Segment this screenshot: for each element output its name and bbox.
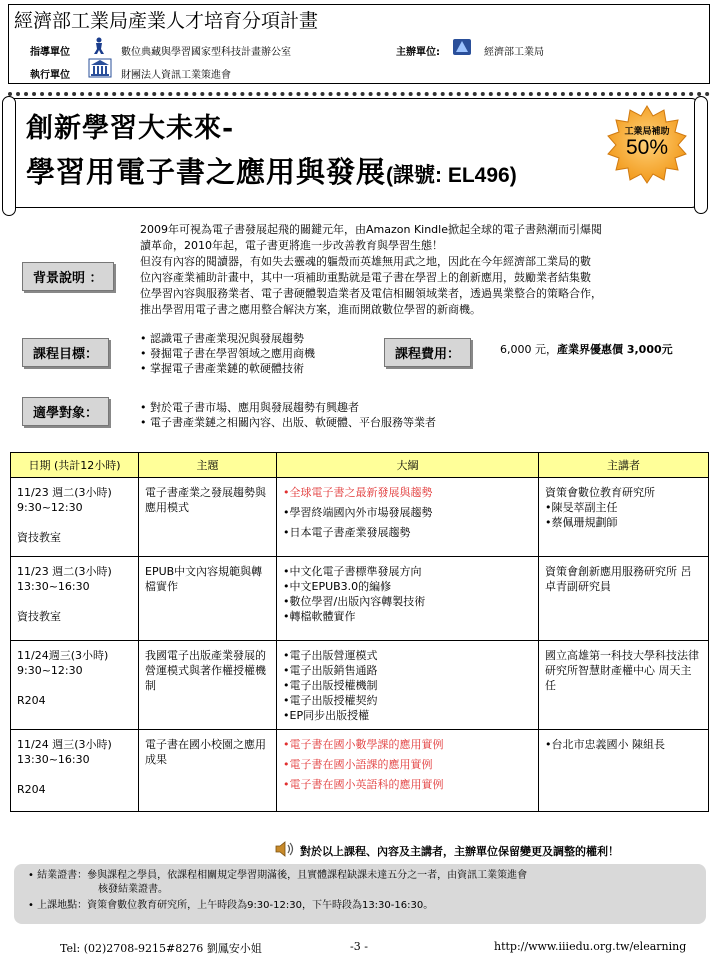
note-certificate: • 結業證書：參與課程之學員，依課程相關規定學習期滿後，且實體課程缺課未達五分之一者，由資訊工業策進會 <box>28 870 528 881</box>
speaker-icon <box>274 839 296 859</box>
speaker-cell <box>539 478 709 557</box>
course-title-line2 <box>26 150 517 191</box>
audience-list <box>140 400 436 430</box>
table-row <box>11 478 709 557</box>
column-header-speaker: 主講者 <box>539 453 709 478</box>
room-line: 資技教室 <box>17 610 61 623</box>
speaker-line: •蔡佩珊規劃師 <box>545 516 618 529</box>
room-line: R204 <box>17 694 46 707</box>
notes-box <box>14 864 706 924</box>
spacer <box>17 678 132 693</box>
fee-label: 課程費用： <box>384 338 471 367</box>
footer-contact: Tel: (02)2708-9215#8276 劉鳳安小姐 <box>60 942 262 955</box>
column-header-topic: 主題 <box>139 453 277 478</box>
date-cell <box>11 730 139 812</box>
topic-cell <box>139 641 277 730</box>
outline-item: •中文化電子書標準發展方向 <box>283 565 422 578</box>
notice-text: 對於以上課程、內容及主講者，主辦單位保留變更及調整的權利！ <box>300 845 619 858</box>
speaker-line: 資策會創新應用服務研究所 呂卓青副研究員 <box>545 565 692 593</box>
host-label: 主辦單位: <box>396 47 440 58</box>
host-org: 經濟部工業局 <box>484 47 544 58</box>
background-line: 讀革命，2010年起，電子書更將進一步改善教育與學習生態！ <box>140 239 443 252</box>
table-row <box>11 557 709 641</box>
badge-label: 工業局補助 <box>624 127 670 137</box>
person-icon <box>90 37 110 55</box>
topic-cell <box>139 730 277 812</box>
outline-item: •中文EPUB3.0的編修 <box>283 580 392 593</box>
background-line: 位內容產業補助計畫中，其中一項補助重點就是電子書在學習上的創新應用，鼓勵業者結集數 <box>140 271 591 284</box>
outline-item: •日本電子書產業發展趨勢 <box>283 526 411 539</box>
goals-label: 課程目標： <box>22 338 109 367</box>
outline-item: •電子出版授權契約 <box>283 694 378 707</box>
topic-text: EPUB中文內容規範與轉檔實作 <box>145 565 263 593</box>
topic-text: 我國電子出版產業發展的營運模式與著作權授權機制 <box>145 649 266 692</box>
guide-org: 數位典藏與學習國家型科技計畫辦公室 <box>121 47 291 58</box>
outline-cell <box>277 730 539 812</box>
background-line: 推出學習用電子書之應用整合解決方案，進而開啟數位學習的新商機。 <box>140 303 481 316</box>
date-line: 11/24 週三(3小時) <box>17 738 112 751</box>
audience-item: • 對於電子書市場、應用與發展趨勢有興趣者 <box>140 401 359 414</box>
outline-item: •電子出版授權機制 <box>283 679 378 692</box>
speaker-line: 資策會數位教育研究所 <box>545 486 655 499</box>
exec-org: 財團法人資訊工業策進會 <box>121 70 231 81</box>
outline-cell <box>277 478 539 557</box>
table-row <box>11 641 709 730</box>
spacer <box>17 594 132 609</box>
spacer <box>17 767 132 782</box>
date-cell <box>11 478 139 557</box>
subsidy-badge <box>606 104 688 184</box>
time-line: 13:30~16:30 <box>17 753 90 766</box>
outline-cell <box>277 641 539 730</box>
column-header-outline: 大綱 <box>277 453 539 478</box>
outline-item: •學習終端國內外市場發展趨勢 <box>283 506 433 519</box>
goals-list <box>140 331 315 376</box>
spacer <box>17 515 132 530</box>
fee-discount: 產業界優惠價 3,000元 <box>557 343 673 356</box>
outline-item: •電子出版營運模式 <box>283 649 378 662</box>
date-cell <box>11 557 139 641</box>
note-certificate-cont: 核發結業證書。 <box>98 884 168 895</box>
outline-item: •全球電子書之最新發展與趨勢 <box>283 486 433 499</box>
fee-regular: 6,000 元， <box>500 343 557 356</box>
program-title: 經濟部工業局產業人才培育分項計畫 <box>14 10 319 32</box>
topic-cell <box>139 478 277 557</box>
speaker-line: •台北市忠義國小 陳組長 <box>545 738 665 751</box>
topic-cell <box>139 557 277 641</box>
room-line: 資技教室 <box>17 531 61 544</box>
time-line: 9:30~12:30 <box>17 664 83 677</box>
outline-item: •EP同步出版授權 <box>283 709 370 722</box>
audience-label: 適學對象： <box>22 397 109 426</box>
scroll-curl-right <box>694 96 708 214</box>
date-line: 11/23 週二(3小時) <box>17 486 112 499</box>
footer-page-number: -3 - <box>350 940 368 953</box>
audience-item: • 電子書產業鏈之相關內容、出版、軟硬體、平台服務等業者 <box>140 416 436 429</box>
note-location: • 上課地點：資策會數位教育研究所，上午時段為9:30-12:30，下午時段為13:30-16:30。 <box>28 900 434 911</box>
date-cell <box>11 641 139 730</box>
topic-text: 電子書在國小校園之應用成果 <box>145 738 266 766</box>
background-text <box>140 222 602 318</box>
column-header-date: 日期 (共計12小時) <box>11 453 139 478</box>
background-label: 背景說明 ： <box>22 262 114 291</box>
date-line: 11/24週三(3小時) <box>17 649 109 662</box>
time-line: 9:30~12:30 <box>17 501 83 514</box>
fee-text <box>500 341 673 357</box>
table-row <box>11 730 709 812</box>
footer-url[interactable]: http://www.iiiedu.org.tw/elearning <box>494 940 687 953</box>
course-code: (課號: EL496) <box>386 164 517 187</box>
goal-item: • 發掘電子書在學習領域之應用商機 <box>140 347 315 360</box>
speaker-cell <box>539 730 709 812</box>
outline-item: •電子書在國小英語科的應用實例 <box>283 778 444 791</box>
goal-item: • 認識電子書產業現況與發展趨勢 <box>140 332 304 345</box>
outline-item: •轉檔軟體實作 <box>283 610 356 623</box>
background-line: 2009年可視為電子書發展起飛的關鍵元年，由Amazon Kindle掀起全球的電子書熱潮而引爆閱 <box>140 223 602 236</box>
speaker-cell <box>539 557 709 641</box>
table-header-row <box>11 453 709 478</box>
outline-cell <box>277 557 539 641</box>
topic-text: 電子書產業之發展趨勢與應用模式 <box>145 486 266 514</box>
schedule-table <box>10 452 709 812</box>
speaker-line: 國立高雄第一科技大學科技法律研究所智慧財產權中心 周天主任 <box>545 649 699 692</box>
speaker-line: •陳旻萃副主任 <box>545 501 618 514</box>
scroll-curl-left <box>2 96 16 216</box>
guide-label: 指導單位 <box>30 47 70 58</box>
building-icon <box>88 58 112 78</box>
outline-item: •電子出版銷售通路 <box>283 664 378 677</box>
course-title-main: 學習用電子書之應用與發展 <box>26 155 387 189</box>
outline-item: •電子書在國小語課的應用實例 <box>283 758 433 771</box>
background-line: 位學習內容與服務業者、電子書硬體製造業者及電信相關領域業者，透過異業整合的策略合作， <box>140 287 602 300</box>
outline-item: •數位學習/出版內容轉製技術 <box>283 595 426 608</box>
speaker-cell <box>539 641 709 730</box>
room-line: R204 <box>17 783 46 796</box>
background-line: 但沒有內容的閱讀器，有如失去靈魂的軀殼而英雄無用武之地，因此在今年經濟部工業局的數 <box>140 255 591 268</box>
course-title-line1: 創新學習大未來- <box>26 113 235 144</box>
exec-label: 執行單位 <box>30 70 70 81</box>
date-line: 11/23 週二(3小時) <box>17 565 112 578</box>
badge-value: 50% <box>625 136 669 159</box>
goal-item: • 掌握電子書產業鏈的軟硬體技術 <box>140 362 304 375</box>
time-line: 13:30~16:30 <box>17 580 90 593</box>
dotted-separator <box>8 92 710 96</box>
ministry-logo-icon <box>452 38 472 56</box>
outline-item: •電子書在國小數學課的應用實例 <box>283 738 444 751</box>
